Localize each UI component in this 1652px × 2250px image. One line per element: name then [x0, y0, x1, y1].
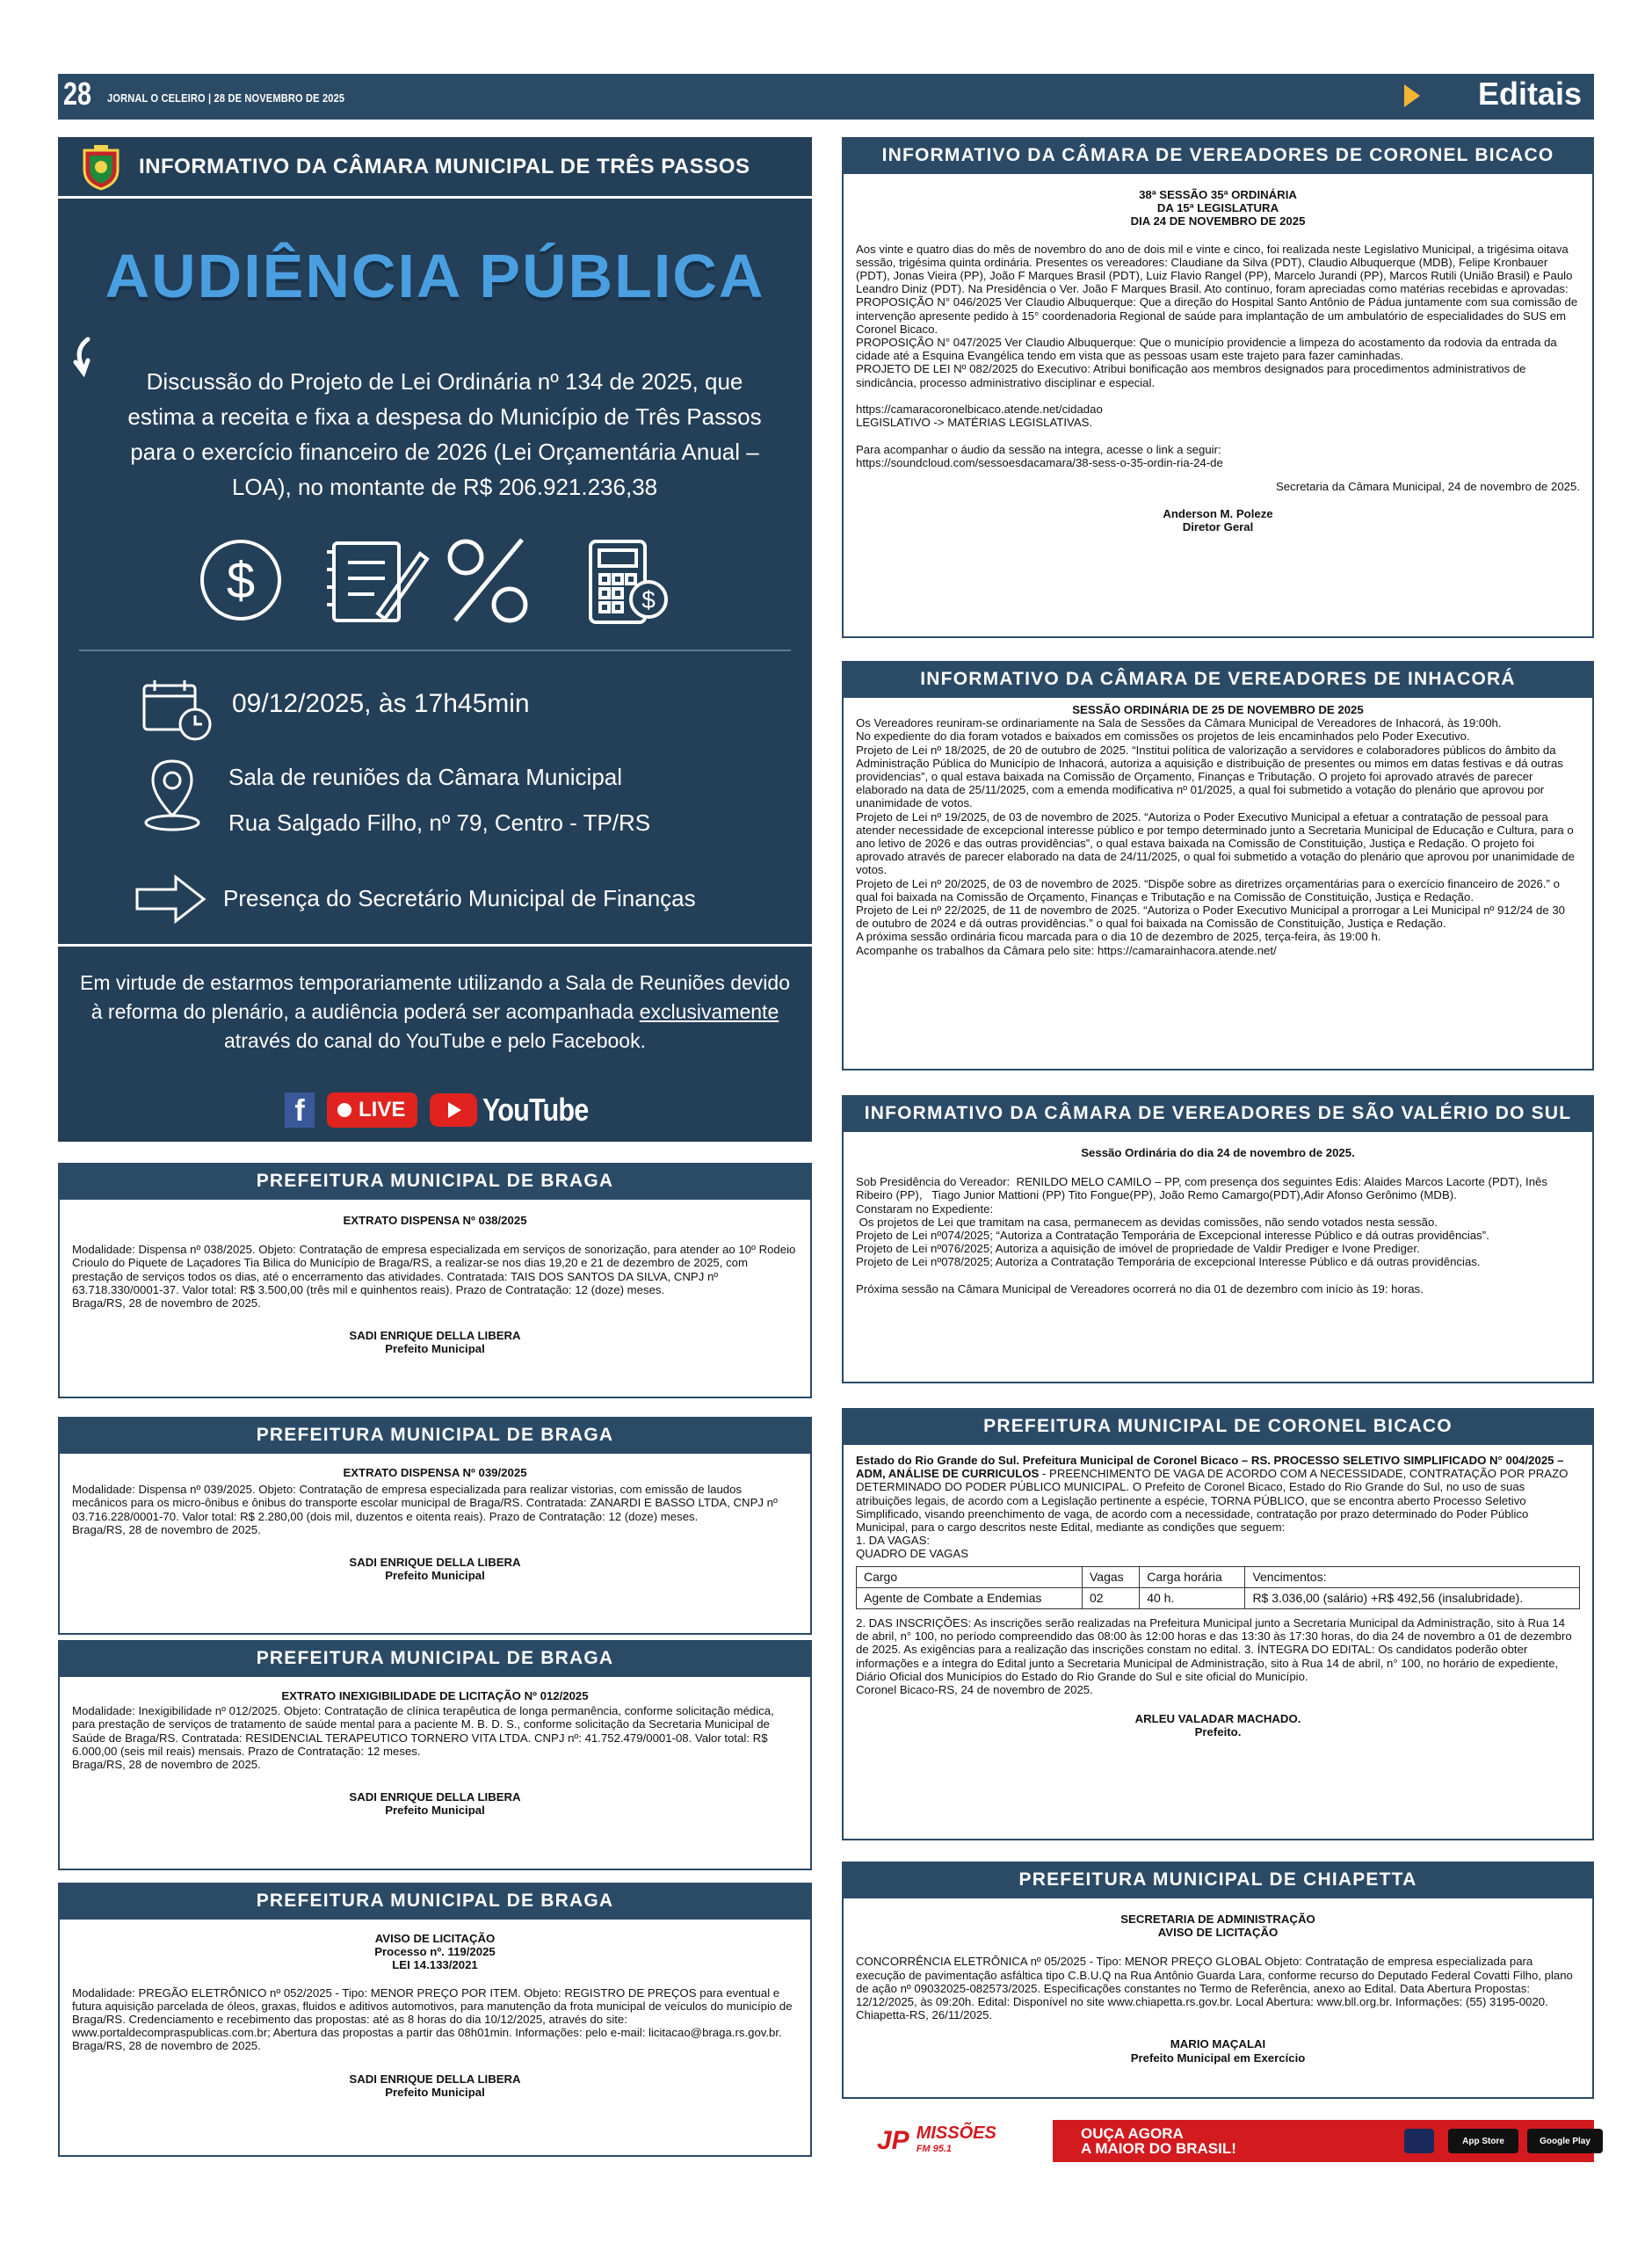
- signature-role: Prefeito Municipal: [385, 2085, 485, 2099]
- notice-title: EXTRATO DISPENSA Nº 039/2025: [343, 1466, 527, 1479]
- location-pin-icon: [141, 756, 204, 835]
- box-body: [844, 1445, 1592, 1748]
- table-header-cell: Carga horária: [1140, 1566, 1245, 1587]
- youtube-label: YouTube: [482, 1092, 589, 1128]
- poster-separator: [58, 944, 812, 947]
- notice-text-1: Em virtude de estarmos temporariamente utilizando a Sala de Reuniões devido à reforma do plenário, a audiência poderá ser acompanhada: [80, 971, 790, 1023]
- box-body: [60, 1677, 810, 1826]
- notice-text: Modalidade: Inexigibilidade nº 012/2025. Objeto: Contratação de clínica terapêutica de longa permanência, conforme solicitação médica, para prestação de serviços de tratamento de saúde mental para a paciente M. B. D. S., conforme solicitação da Secretaria Municipal de Saúde de Braga/RS. Contratada: RESIDENCIAL TERAPEUTICO TORNERO VITA LTDA. CNPJ nº: 41.752.479/0001-08. Valor total: R$ 6.000,00 (seis mil reais) mensais. Prazo de Contratação: 12 meses. Braga/RS, 28 de novembro de 2025.: [72, 1704, 774, 1772]
- cta-line-1: OUÇA AGORA: [1081, 2125, 1184, 2142]
- table-cell: Agente de Combate a Endemias: [857, 1587, 1083, 1608]
- poster-divider: [79, 650, 791, 651]
- box-header: PREFEITURA MUNICIPAL DE BRAGA: [60, 1884, 810, 1920]
- station-label: MISSÕES: [916, 2123, 996, 2143]
- page-number: 28: [63, 76, 92, 112]
- vacancies-table: [856, 1566, 1580, 1609]
- notice-text: Os Vereadores reuniram-se ordinariamente na Sala de Sessões da Câmara Municipal de Vereadores de Inhacorá, às 19:00h. No expediente do dia foram votados e baixados em comissões os projetos de leis encaminhados pelo Poder Executivo. Projeto de Lei nº 18/2025, de 20 de outubro de 2025. “Institui política de valorização a servidores e colaboradores públicos do âmbito da Administração Pública do Município de Inhacorá, autoriza a aquisição e distribuição de presentes ou mimos em datas festivas e dá outras providencias”, o qual estava baixada na Comissão de Orçamento, Finanças e Tributação. O projeto foi aprovado através de parecer elaborado na data de 25/11/2025, com a emenda modificativa nº 01/2025, a qual foi submetido a votação do plenário que aprovou por unanimidade de votos. Projeto de Lei nº 19/2025, de 03 de novembro de 2025. “Autoriza o Poder Executivo Municipal a efetuar a contratação de pessoal para atender necessidade de excepcional interesse público e por tempo determinado junto a Secretaria Municipal de Educação e Cultura, para o ano letivo de 2026 e das outras providências”, o qual estava baixada na Comissão de Constituição, Justiça e Redação. O projeto foi aprovado através de parecer elaborado na data de 24/11/2025, o qual foi submetido a votação do plenário que aprovou por unanimidade de votos. Projeto de Lei nº 20/2025, de 03 de novembro de 2025. “Dispõe sobre as diretrizes orçamentárias para o exercício financeiro de 2026.” o qual foi baixada na Comissão de Orçamento, Finanças e Tributação e na Comissão de Constituição, Justiça e Redação. Projeto de Lei nº 22/2025, de 11 de novembro de 2025. “Autoriza o Poder Executivo Municipal a prorrogar a Lei Municipal nº 912/24 de 30 de outubro de 2024 e dá outras providências.” o qual foi baixada na Comissão de Constituição, Justiça e Redação. A próxima sessão ordinária ficou marcada para o dia 10 de dezembro de 2025, terça-feira, às 19:00 h. Acompanhe os trabalhos da Câmara pelo site: https://camarainhacora.atende.net/: [856, 716, 1575, 957]
- process-number: Processo nº. 119/2025: [374, 1945, 496, 1959]
- calculator-icon: [591, 541, 666, 622]
- station-frequency: FM 95.1: [916, 2144, 953, 2154]
- budget-icons-row: [58, 531, 812, 628]
- braga-dispensa-039: [58, 1417, 812, 1635]
- signature-role: Prefeito Municipal: [385, 1342, 485, 1356]
- coronel-bicaco-prefeitura: [842, 1408, 1594, 1840]
- notice-underlined: exclusivamente: [639, 1000, 779, 1023]
- legislature: DA 15ª LEGISLATURA: [1156, 201, 1279, 215]
- calendar-clock-icon: [141, 679, 216, 742]
- signature-role: Diretor Geral: [1182, 520, 1254, 534]
- right-arrow-icon: [134, 874, 207, 925]
- signature-role: Prefeito.: [1194, 1725, 1242, 1739]
- document-pen-icon: [327, 543, 427, 621]
- table-cell: R$ 3.036,00 (salário) +R$ 492,56 (insalubridade).: [1245, 1587, 1580, 1608]
- publication-line: JORNAL O CELEIRO | 28 DE NOVEMBRO DE 2025: [107, 91, 345, 105]
- box-body: [844, 174, 1592, 543]
- session-date: DIA 24 DE NOVEMBRO DE 2025: [1130, 214, 1306, 229]
- notice-text-2: através do canal do YouTube e pelo Facebook.: [224, 1029, 646, 1052]
- signature-name: SADI ENRIQUE DELLA LIBERA: [349, 1556, 521, 1570]
- secretary-presence: Presença do Secretário Municipal de Finanças: [223, 885, 696, 911]
- live-dot-icon: [337, 1103, 351, 1117]
- braga-dispensa-038: [58, 1163, 812, 1398]
- notice-intro: [856, 1454, 1580, 1561]
- box-body: [60, 1200, 810, 1365]
- svg-text:$: $: [226, 552, 256, 609]
- notice-text: Modalidade: PREGÃO ELETRÔNICO nº 052/2025 - Tipo: MENOR PREÇO POR ITEM. Objeto: REGISTRO DE PREÇOS para eventual e futura aquisição parcelada de óleos, graxas, fluidos e aditivos automotivos, para manutenção da frota municipal de veículos do município de Braga/RS. Credenciamento e recebimento das propostas: até as 8 horas do dia 10/12/2025, através do site: www.portaldecompraspublicas.com.br; Abertura das propostas a partir das 08h01min. Informações: pelo e-mail: licitacao@braga.rs.gov.br. Braga/RS, 28 de novembro de 2025.: [72, 1985, 793, 2053]
- box-header: PREFEITURA MUNICIPAL DE BRAGA: [60, 1165, 810, 1200]
- signature-role: Prefeito Municipal: [385, 1804, 485, 1818]
- station-name: [917, 2125, 996, 2157]
- municipal-crest-icon: [81, 143, 121, 191]
- session-title: SESSÃO ORDINÁRIA DE 25 DE NOVEMBRO DE 2025: [1072, 703, 1364, 716]
- chiapetta-prefeitura: [842, 1862, 1594, 2099]
- notice-text: Sob Presidência do Vereador: RENILDO MELO CAMILO – PP, com presença dos seguintes Edis: Alaides Marcos Lacorte (PDT), Inês Ribeiro (PP), Tiago Junior Mattioni (PP) Tito Fongue(PP), João Remo Camargo(PDT),Adir Afonso Gerônimo (MDB). Constaram no Expediente: Os projetos de Lei que tramitam na casa, permanecem as devidas comissões, não sendo votados nesta sessão. Projeto de Lei nº074/2025; “Autoriza a Contratação Temporária de Excepcional interesse Público e dá outras providências”. Projeto de Lei nº076/2025; Autoriza a aquisição de imóvel de propriedade de Valdir Prediger e Ivone Prediger. Projeto de Lei nº078/2025; Autoriza a Contratação Temporária de excepcional Interesse Público e dá outras providências. Próxima sessão na Câmara Municipal de Vereadores ocorrerá no dia 01 de dezembro com início às 19: horas.: [856, 1175, 1547, 1296]
- svg-text:$: $: [641, 586, 656, 613]
- notice-text: Modalidade: Dispensa nº 038/2025. Objeto: Contratação de empresa especializada em serviços de sonorização, para atender ao 10º Rodeio Crioulo do Piquete de Laçadores Tia Bilica do Município de Braga/RS, a realizar-se nos dias 19,20 e 21 de dezembro de 2025, com prestação de serviços todos os dias, até o encerramento das atividades. Contratada: TAIS DOS SANTOS DA SILVA, CNPJ nº 63.718.330/0001-37. Valor total: R$ 3.500,00 (três mil e quinhentos reais). Prazo de Contratação: 12 (doze) meses. Braga/RS, 28 de novembro de 2025.: [72, 1243, 796, 1310]
- jp-logo: JP: [877, 2126, 909, 2155]
- tres-passos-poster: [58, 137, 812, 1142]
- radio-cta-banner: [1053, 2120, 1594, 2162]
- event-place-name: Sala de reuniões da Câmara Municipal: [228, 764, 623, 790]
- dollar-coin-icon: [202, 541, 279, 619]
- event-date: 09/12/2025, às 17h45min: [232, 689, 530, 718]
- table-cell: 40 h.: [1140, 1587, 1245, 1608]
- poster-title: AUDIÊNCIA PÚBLICA: [105, 242, 765, 310]
- radio-advertisement[interactable]: [842, 2120, 1594, 2162]
- notice-title: AVISO DE LICITAÇÃO: [1157, 1926, 1279, 1940]
- notice-title: EXTRATO DISPENSA Nº 038/2025: [343, 1214, 527, 1227]
- poster-notice: [76, 969, 794, 1056]
- table-header-row: [857, 1566, 1580, 1587]
- signature-role: Prefeito Municipal: [385, 1569, 485, 1583]
- radio-brand: [842, 2120, 1053, 2162]
- live-label: LIVE: [359, 1098, 406, 1121]
- closing-line: Secretaria da Câmara Municipal, 24 de novembro de 2025.: [1275, 480, 1580, 494]
- department-title: SECRETARIA DE ADMINISTRAÇÃO: [1120, 1912, 1315, 1926]
- percent-icon: [450, 540, 525, 621]
- notice-title: EXTRATO INEXIGIBILIDADE DE LICITAÇÃO Nº 012/2025: [281, 1689, 589, 1702]
- poster-header-title: INFORMATIVO DA CÂMARA MUNICIPAL DE TRÊS PASSOS: [139, 154, 750, 178]
- section-title: Editais: [1477, 76, 1582, 112]
- notice-text: Aos vinte e quatro dias do mês de novembro do ano de dois mil e vinte e cinco, foi realizada neste Legislativo Municipal, a trigésima oitava sessão, trigésima quinta ordinária. Presentes os vereadores: Claudiane da Silva (PDT), Claudio Albuquerque (MDB), Felipe Kronbauer (PDT), Jonas Vieira (PP), João F Marques Brasil (PDT), Luiz Flavio Rangel (PP), Marcelo Jurandi (PP), Marcos Rutili (União Brasil) e Paulo Leandro Diniz (PDT). Na Presidência o Ver. João F Marques Brasil. Ato contínuo, foram apreciadas como matérias recebidas e aprovadas: PROPOSIÇÃO N° 046/2025 Ver Claudio Albuquerque: Que a direção do Hospital Santo Antônio de Pádua juntamente com sua comissão de intervenção apresente pedido à 15° coordenadoria Regional de saúde para implantação de um ambulatório de especialidades do SUS em Coronel Bicaco. PROPOSIÇÃO N° 047/2025 Ver Claudio Albuquerque: Que o município providencie a limpeza do acostamento da rodovia da entrada da cidade até a Esquina Evangélica tendo em vista que as pessoas usam este trajeto para fazer caminhadas. PROJETO DE LEI Nº 082/2025 do Executivo: Atribui bonificação aos membros designados para procedimentos administrativos de sindicância, processo administrativo disciplinar e especial. https://camaracoronelbicaco.atende.net/cidadao LEGISLATIVO -> MATÉRIAS LEGISLATIVAS. Para acompanhar o áudio da sessão na integra, acesse o link a seguir: https://soundcloud.com/sessoesdacamara/38-sess-o-35-ordin-ria-24-de: [856, 242, 1578, 469]
- session-title: 38ª SESSÃO 35ª ORDINÁRIA: [1139, 188, 1297, 201]
- play-arrow-icon: [1404, 84, 1420, 107]
- event-place-address: Rua Salgado Filho, nº 79, Centro - TP/RS: [228, 809, 651, 836]
- table-header-cell: Cargo: [857, 1566, 1083, 1587]
- law-reference: LEI 14.133/2021: [392, 1958, 478, 1972]
- notice-title: AVISO DE LICITAÇÃO: [374, 1932, 496, 1945]
- youtube-play-icon: [430, 1093, 477, 1127]
- signature-name: ARLEU VALADAR MACHADO.: [1134, 1712, 1301, 1726]
- signature-role: Prefeito Municipal em Exercício: [1130, 2050, 1306, 2065]
- braga-aviso-licitacao: [58, 1883, 812, 2157]
- poster-header: [58, 137, 812, 199]
- box-header: PREFEITURA MUNICIPAL DE CORONEL BICACO: [844, 1410, 1592, 1445]
- app-store-badge[interactable]: App Store: [1448, 2129, 1518, 2153]
- live-badge: [327, 1092, 417, 1128]
- inhacora-camara: [842, 661, 1594, 1071]
- box-header: INFORMATIVO DA CÂMARA DE VEREADORES DE SÃO VALÉRIO DO SUL: [844, 1097, 1592, 1132]
- signature-name: Anderson M. Poleze: [1163, 507, 1273, 521]
- panflix-app-icon[interactable]: [1404, 2129, 1434, 2153]
- signature-name: MARIO MAÇALAI: [1170, 2037, 1266, 2051]
- table-cell: 02: [1083, 1587, 1140, 1608]
- box-header: INFORMATIVO DA CÂMARA DE VEREADORES DE CORONEL BICACO: [844, 139, 1592, 174]
- notice-text: Modalidade: Dispensa nº 039/2025. Objeto: Contratação de empresa especializada para realizar vistorias, com emissão de laudos mecânicos para os micro-ônibus e ônibus do transporte escolar municipal de Braga/RS. Contratada: ZANARDI E BASSO LTDA, CNPJ nº 03.716.228/0001-70. Valor total: R$ 2.280,00 (dois mil, duzentos e oitenta reais). Prazo de Contratação: 12 (doze) meses. Braga/RS, 28 de novembro de 2025.: [72, 1483, 778, 1536]
- cta-line-2: A MAIOR DO BRASIL!: [1081, 2140, 1236, 2157]
- box-body: [844, 1132, 1592, 1304]
- signature-name: SADI ENRIQUE DELLA LIBERA: [349, 1329, 521, 1343]
- social-row: [285, 1092, 607, 1129]
- box-header: PREFEITURA MUNICIPAL DE CHIAPETTA: [844, 1863, 1592, 1898]
- braga-inexigibilidade-012: [58, 1640, 812, 1870]
- box-body: [844, 698, 1592, 966]
- notice-intro-bold: Estado do Rio Grande do Sul. Prefeitura Municipal de Coronel Bicaco – RS. PROCESSO SELETIVO SIMPLIFICADO N° 004/2025 – ADM, ANÁLISE DE CURRICULOS: [856, 1454, 1567, 1481]
- notice-text: CONCORRÊNCIA ELETRÔNICA nº 05/2025 - Tipo: MENOR PREÇO GLOBAL Objeto: Contratação de empresa especializada para execução de pavimentação asfáltica tipo C.B.U.Q na Rua Antônio Guarda Lara, conforme recurso do Deputado Federal Covatti Filho, plano de ação nº 09032025-082573/2025. Especificações constantes no Termo de Referência, anexo ao Edital. Data Abertura Propostas: 12/12/2025, às 09:20h. Edital: Disponível no site www.chiapetta.rs.gov.br. Local Abertura: www.bll.org.br. Informações: (55) 3195-0020. Chiapetta-RS, 26/11/2025.: [856, 1955, 1576, 2022]
- box-body: [60, 1454, 810, 1591]
- facebook-icon: f: [285, 1092, 315, 1128]
- table-header-cell: Vagas: [1083, 1566, 1140, 1587]
- box-header: INFORMATIVO DA CÂMARA DE VEREADORES DE INHACORÁ: [844, 663, 1592, 698]
- youtube-logo: [430, 1092, 607, 1129]
- box-body: [60, 1920, 810, 2108]
- session-title: Sessão Ordinária do dia 24 de novembro de 2025.: [1081, 1146, 1355, 1159]
- notice-intro-rest: - PREENCHIMENTO DE VAGA DE ACORDO COM A NECESSIDADE, CONTRATAÇÃO POR PRAZO DETERMINADO DO PODER PÚBLICO MUNICIPAL. O Prefeito de Coronel Bicaco, Estado do Rio Grande do Sul, no uso de suas atribuições legais, de acordo com a Legislação pertinente a espécie, TORNA PÚBLICO, que se encontra aberto Processo Seletivo Simplificado, visando preenchimento de vaga, de acordo com a necessidade, contratação por prazo determinado do Poder Público Municipal, para o cargo descritos neste Edital, mediante as condições que seguem: 1. DA VAGAS: QUADRO DE VAGAS: [856, 1467, 1569, 1561]
- cta-text: [1081, 2126, 1236, 2156]
- box-body: [844, 1898, 1592, 2073]
- curved-arrow-icon: [69, 336, 95, 380]
- notice-text: 2. DAS INSCRIÇÕES: As inscrições serão realizadas na Prefeitura Municipal junto a Secretaria Municipal da Administração, sito à Rua 14 de abril, n° 100, no período compreendido das 08:00 às 12:00 horas e das 13:30 às 17:30 horas, do dia 24 de novembro a 01 de dezembro de 2025. As exigências para a realização das inscrições constam no edital. 3. ÍNTEGRA DO EDITAL: Os candidatos poderão obter informações e a íntegra do Edital junto a Secretaria Municipal de Administração, sito à Rua 14 de abril, n° 100, no horário de expediente, Diário Oficial dos Municípios do Estado do Rio Grande do Sul e site oficial do Município. Coronel Bicaco-RS, 24 de novembro de 2025.: [856, 1616, 1572, 1697]
- signature-name: SADI ENRIQUE DELLA LIBERA: [349, 2072, 521, 2086]
- sao-valerio-camara: [842, 1095, 1594, 1383]
- box-header: PREFEITURA MUNICIPAL DE BRAGA: [60, 1642, 810, 1677]
- box-header: PREFEITURA MUNICIPAL DE BRAGA: [60, 1419, 810, 1454]
- google-play-badge[interactable]: Google Play: [1527, 2129, 1603, 2153]
- table-header-cell: Vencimentos:: [1245, 1566, 1580, 1587]
- signature-name: SADI ENRIQUE DELLA LIBERA: [349, 1790, 521, 1804]
- poster-description: Discussão do Projeto de Lei Ordinária nº 134 de 2025, que estima a receita e fixa a despesa do Município de Três Passos para o exercício financeiro de 2026 (Lei Orçamentária Anual – LOA), no montante de R$ 206.921.236,38: [127, 368, 762, 500]
- coronel-bicaco-camara: [842, 137, 1594, 638]
- table-row: [857, 1587, 1580, 1608]
